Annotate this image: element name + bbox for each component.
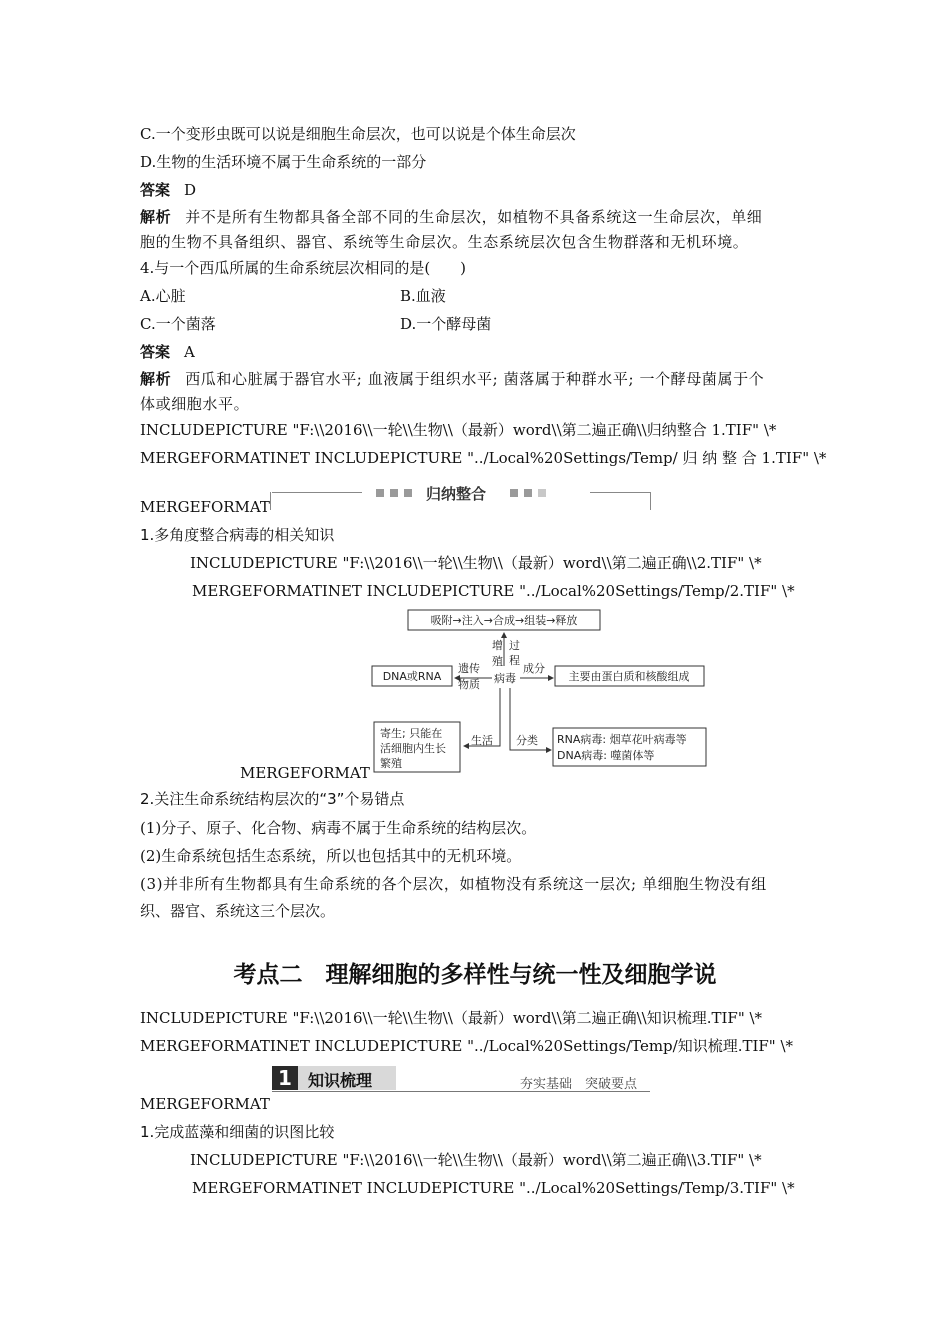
field-code-line: MERGEFORMATINET INCLUDEPICTURE "../Local%20Settings/Temp/2.TIF" \* bbox=[192, 582, 795, 600]
field-code-line: MERGEFORMATINET INCLUDEPICTURE "../Local%20Settings/Temp/3.TIF" \* bbox=[192, 1179, 795, 1197]
svg-text:主要由蛋白质和核酸组成: 主要由蛋白质和核酸组成 bbox=[568, 670, 690, 683]
svg-text:DNA或RNA: DNA或RNA bbox=[382, 670, 442, 683]
composition-box bbox=[555, 666, 704, 686]
analysis-text: 并不是所有生物都具备全部不同的生命层次，如植物不具备系统这一生命层次，单细 bbox=[185, 208, 763, 226]
svg-text:寄生; 只能在: 寄生; 只能在 bbox=[380, 727, 443, 740]
q4-answer bbox=[140, 342, 195, 362]
answer-value: A bbox=[184, 343, 195, 361]
guina-point-3-line1: (3)并非所有生物都具有生命系统的各个层次，如植物没有系统这一层次; 单细胞生物没有组 bbox=[140, 875, 767, 893]
square-icon bbox=[376, 489, 384, 497]
banner-label: 知识梳理 bbox=[308, 1071, 373, 1090]
answer-label: 答案 bbox=[140, 181, 171, 199]
q4-analysis-line2: 体或细胞水平。 bbox=[140, 395, 250, 413]
square-icon bbox=[538, 489, 546, 497]
guina-point-2: (2)生命系统包括生态系统，所以也包括其中的无机环境。 bbox=[140, 847, 522, 865]
field-code-line: INCLUDEPICTURE "F:\\2016\\一轮\\生物\\（最新）word\\第二遍正确\\3.TIF" \* bbox=[190, 1151, 762, 1169]
center-virus: 病毒 bbox=[494, 672, 516, 685]
label-yichuan: 遗传 bbox=[458, 662, 480, 675]
banner-subtitle: 夯实基础 突破要点 bbox=[520, 1077, 638, 1092]
analysis-label: 解析 bbox=[140, 370, 172, 388]
guina-heading-2: 2.关注生命系统结构层次的“3”个易错点 bbox=[140, 790, 405, 808]
field-code-line: MERGEFORMAT bbox=[240, 764, 370, 782]
field-code-line: INCLUDEPICTURE "F:\\2016\\一轮\\生物\\（最新）word\\第二遍正确\\知识梳理.TIF" \* bbox=[140, 1009, 763, 1027]
section-title: 考点二 理解细胞的多样性与统一性及细胞学说 bbox=[233, 962, 717, 988]
svg-text:RNA病毒: 烟草花叶病毒等: RNA病毒: 烟草花叶病毒等 bbox=[557, 733, 687, 746]
section2-heading-1: 1.完成蓝藻和细菌的识图比较 bbox=[140, 1123, 335, 1141]
svg-text:DNA病毒: 噬菌体等: DNA病毒: 噬菌体等 bbox=[557, 749, 655, 762]
q3-option-d: D.生物的生活环境不属于生命系统的一部分 bbox=[140, 153, 427, 171]
square-icon bbox=[404, 489, 412, 497]
banner-edge bbox=[270, 492, 271, 510]
square-icon bbox=[524, 489, 532, 497]
field-code-line: MERGEFORMATINET INCLUDEPICTURE "../Local%20Settings/Temp/知识梳理.TIF" \* bbox=[140, 1037, 794, 1055]
field-code-line: INCLUDEPICTURE "F:\\2016\\一轮\\生物\\（最新）word\\第二遍正确\\2.TIF" \* bbox=[190, 554, 762, 572]
guina-heading-1: 1.多角度整合病毒的相关知识 bbox=[140, 526, 335, 544]
square-icon bbox=[390, 489, 398, 497]
q4-option-a: A.心脏 bbox=[140, 287, 186, 305]
label-shenghuo: 生活 bbox=[471, 734, 493, 747]
q4-option-b: B.血液 bbox=[400, 287, 446, 305]
field-code-line: MERGEFORMAT bbox=[140, 1095, 270, 1113]
q4-stem: 4.与一个西瓜所属的生命系统层次相同的是( ) bbox=[140, 259, 467, 277]
field-code-line: MERGEFORMAT bbox=[140, 498, 270, 516]
svg-text:繁殖: 繁殖 bbox=[380, 757, 402, 770]
label-guo: 过 bbox=[509, 639, 520, 652]
label-cheng: 程 bbox=[509, 654, 520, 667]
banner-title: 归纳整合 bbox=[426, 485, 487, 503]
q3-option-c: C.一个变形虫既可以说是细胞生命层次，也可以说是个体生命层次 bbox=[140, 125, 576, 143]
dna-box bbox=[372, 666, 452, 686]
banner-rule bbox=[272, 1091, 650, 1092]
q4-option-c: C.一个菌落 bbox=[140, 315, 216, 333]
analysis-label: 解析 bbox=[140, 208, 172, 226]
banner-number: 1 bbox=[272, 1066, 298, 1090]
q3-analysis-line2: 胞的生物不具备组织、器官、系统等生命层次。生态系统层次包含生物群落和无机环境。 bbox=[140, 233, 749, 251]
answer-label: 答案 bbox=[140, 343, 171, 361]
square-icon bbox=[510, 489, 518, 497]
q4-option-d: D.一个酵母菌 bbox=[400, 315, 492, 333]
label-chengfen: 成分 bbox=[523, 662, 545, 675]
parasite-box bbox=[374, 722, 460, 772]
field-code-line: INCLUDEPICTURE "F:\\2016\\一轮\\生物\\（最新）word\\第二遍正确\\归纳整合 1.TIF" \* bbox=[140, 421, 777, 439]
label-wuzhi: 物质 bbox=[458, 678, 480, 691]
class-box bbox=[553, 728, 706, 766]
process-box bbox=[408, 610, 600, 630]
field-code-line: MERGEFORMATINET INCLUDEPICTURE "../Local%20Settings/Temp/ 归 纳 整 合 1.TIF" \* bbox=[140, 449, 827, 467]
virus-diagram bbox=[368, 606, 713, 778]
guina-point-1: (1)分子、原子、化合物、病毒不属于生命系统的结构层次。 bbox=[140, 819, 537, 837]
svg-text:吸附→注入→合成→组装→释放: 吸附→注入→合成→组装→释放 bbox=[430, 614, 578, 627]
q3-analysis-line1 bbox=[140, 207, 762, 227]
q3-answer bbox=[140, 180, 196, 200]
analysis-text: 西瓜和心脏属于器官水平; 血液属于组织水平; 菌落属于种群水平; 一个酵母菌属于个 bbox=[185, 370, 765, 388]
answer-value: D bbox=[184, 181, 197, 199]
q4-analysis-line1 bbox=[140, 369, 764, 389]
label-fenlei: 分类 bbox=[516, 734, 538, 747]
banner-edge bbox=[650, 492, 651, 510]
label-zeng: 增 bbox=[492, 639, 503, 652]
label-zhi: 殖 bbox=[492, 655, 503, 668]
svg-text:活细胞内生长: 活细胞内生长 bbox=[380, 742, 446, 755]
guina-point-3-line2: 织、器官、系统这三个层次。 bbox=[140, 902, 336, 920]
